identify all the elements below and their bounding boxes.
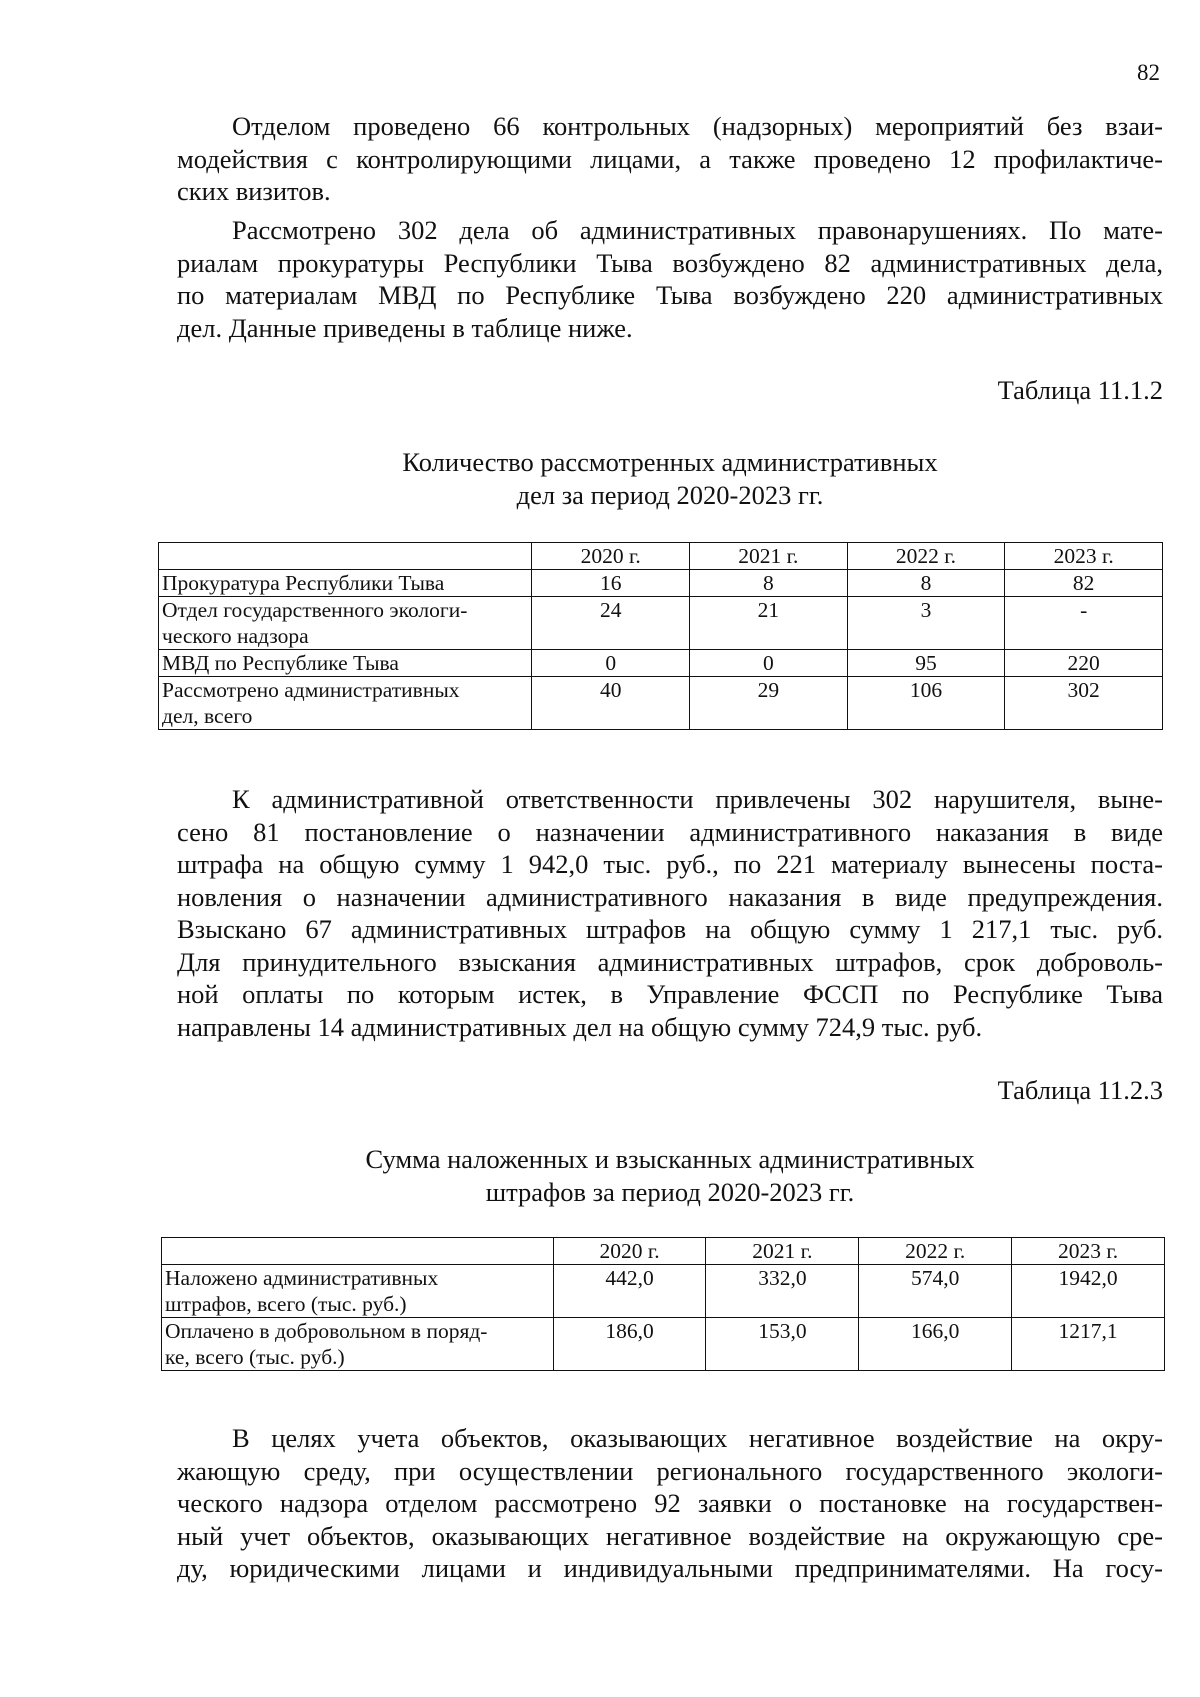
caption-line: штрафов за период 2020-2023 гг. [485, 1177, 855, 1207]
text-line: штрафа на общую сумму 1 942,0 тыс. руб., по 221 материалу вынесены поста- [177, 849, 1163, 879]
header-cell: 2021 г. [706, 1238, 859, 1265]
paragraph-3 [177, 783, 1163, 1043]
table-cell: 1942,0 [1012, 1265, 1165, 1318]
text-line: Отделом проведено 66 контрольных (надзорных) мероприятий без взаи- [232, 111, 1163, 141]
caption-line: Сумма наложенных и взысканных административных [365, 1144, 975, 1174]
paragraph-1 [177, 110, 1163, 208]
table-cell: 220 [1005, 650, 1163, 677]
text-line: ских визитов. [177, 176, 331, 206]
row-label [159, 650, 532, 677]
table-cell: 8 [690, 570, 848, 597]
text-line: дел. Данные приведены в таблице ниже. [177, 312, 633, 343]
header-cell [162, 1238, 554, 1265]
text-line: риалам прокуратуры Республики Тыва возбуждено 82 административных дела, [177, 247, 1163, 278]
table-cell: 442,0 [553, 1265, 706, 1318]
table-cell: 82 [1005, 570, 1163, 597]
row-label [162, 1318, 554, 1371]
row-label-line: Оплачено в добровольном в поряд- [165, 1319, 488, 1343]
row-label-line: ческого надзора [162, 624, 309, 648]
header-cell: 2020 г. [553, 1238, 706, 1265]
page-number: 82 [1137, 60, 1160, 85]
row-label [159, 677, 532, 730]
row-label [159, 570, 532, 597]
row-label-line: Прокуратура Республики Тыва [162, 571, 445, 595]
text-line: по материалам МВД по Республике Тыва возбуждено 220 административных [177, 280, 1163, 310]
table-cell: - [1005, 597, 1163, 650]
row-label [162, 1265, 554, 1318]
text-line: Взыскано 67 административных штрафов на общую сумму 1 217,1 тыс. руб. [177, 914, 1163, 944]
row-label [159, 597, 532, 650]
table-cell: 166,0 [859, 1318, 1012, 1371]
row-label-line: ке, всего (тыс. руб.) [165, 1345, 345, 1369]
table-cell: 0 [532, 650, 690, 677]
table-cell: 16 [532, 570, 690, 597]
header-cell: 2022 г. [859, 1238, 1012, 1265]
header-cell [159, 543, 532, 570]
table-row [159, 570, 1163, 597]
table-row [159, 677, 1163, 730]
text-line: ду, юридическими лицами и индивидуальными предпринимателями. На госу- [177, 1553, 1163, 1583]
table-admin-fines [161, 1237, 1165, 1371]
table-row [162, 1265, 1165, 1318]
text-line: ческого надзора отделом рассмотрено 92 заявки о постановке на государствен- [177, 1488, 1163, 1518]
row-label-line: МВД по Республике Тыва [162, 651, 399, 675]
table-cell: 24 [532, 597, 690, 650]
table-cell: 302 [1005, 677, 1163, 730]
table-2-label: Таблица 11.2.3 [997, 1075, 1163, 1105]
table-row [162, 1318, 1165, 1371]
text-line: Для принудительного взыскания административных штрафов, срок доброволь- [177, 946, 1163, 977]
table-header-row [162, 1238, 1165, 1265]
table-cell: 1217,1 [1012, 1318, 1165, 1371]
table-cell: 29 [690, 677, 848, 730]
table-cell: 8 [847, 570, 1005, 597]
text-line: ный учет объектов, оказывающих негативное воздействие на окружающую сре- [177, 1520, 1163, 1551]
text-line: ной оплаты по которым истек, в Управление ФССП по Республике Тыва [177, 979, 1163, 1009]
paragraph-4 [177, 1422, 1163, 1585]
table-cell: 3 [847, 597, 1005, 650]
table-row [159, 597, 1163, 650]
text-line: сено 81 постановление о назначении административного наказания в виде [177, 816, 1163, 847]
table-cell: 574,0 [859, 1265, 1012, 1318]
row-label-line: Рассмотрено административных [162, 678, 460, 702]
table-cell: 40 [532, 677, 690, 730]
table-cell: 153,0 [706, 1318, 859, 1371]
table-cell: 106 [847, 677, 1005, 730]
header-cell: 2020 г. [532, 543, 690, 570]
text-line: модействия с контролирующими лицами, а также проведено 12 профилактиче- [177, 143, 1163, 174]
table-cell: 332,0 [706, 1265, 859, 1318]
row-label-line: Наложено административных [165, 1266, 439, 1290]
caption-line: дел за период 2020-2023 гг. [516, 480, 824, 510]
paragraph-2 [177, 214, 1163, 344]
table-cell: 95 [847, 650, 1005, 677]
row-label-line: дел, всего [162, 704, 253, 728]
header-cell: 2023 г. [1005, 543, 1163, 570]
table-1-caption [177, 446, 1163, 512]
table-cell: 0 [690, 650, 848, 677]
caption-line: Количество рассмотренных административных [402, 447, 938, 477]
row-label-line: Отдел государственного экологи- [162, 598, 468, 622]
header-cell: 2021 г. [690, 543, 848, 570]
table-cell: 186,0 [553, 1318, 706, 1371]
header-cell: 2022 г. [847, 543, 1005, 570]
table-1-label: Таблица 11.1.2 [997, 375, 1163, 405]
table-header-row [159, 543, 1163, 570]
text-line: направлены 14 административных дел на общую сумму 724,9 тыс. руб. [177, 1011, 983, 1042]
table-2-caption [177, 1143, 1163, 1209]
text-line: Рассмотрено 302 дела об административных правонарушениях. По мате- [232, 215, 1163, 245]
text-line: новления о назначении административного наказания в виде предупреждения. [177, 881, 1163, 912]
table-admin-cases [158, 542, 1163, 730]
row-label-line: штрафов, всего (тыс. руб.) [165, 1292, 407, 1316]
text-line: В целях учета объектов, оказывающих негативное воздействие на окру- [232, 1423, 1163, 1453]
text-line: жающую среду, при осуществлении регионального государственного экологи- [177, 1455, 1163, 1486]
text-line: К административной ответственности привлечены 302 нарушителя, выне- [232, 784, 1163, 814]
table-cell: 21 [690, 597, 848, 650]
table-row [159, 650, 1163, 677]
header-cell: 2023 г. [1012, 1238, 1165, 1265]
